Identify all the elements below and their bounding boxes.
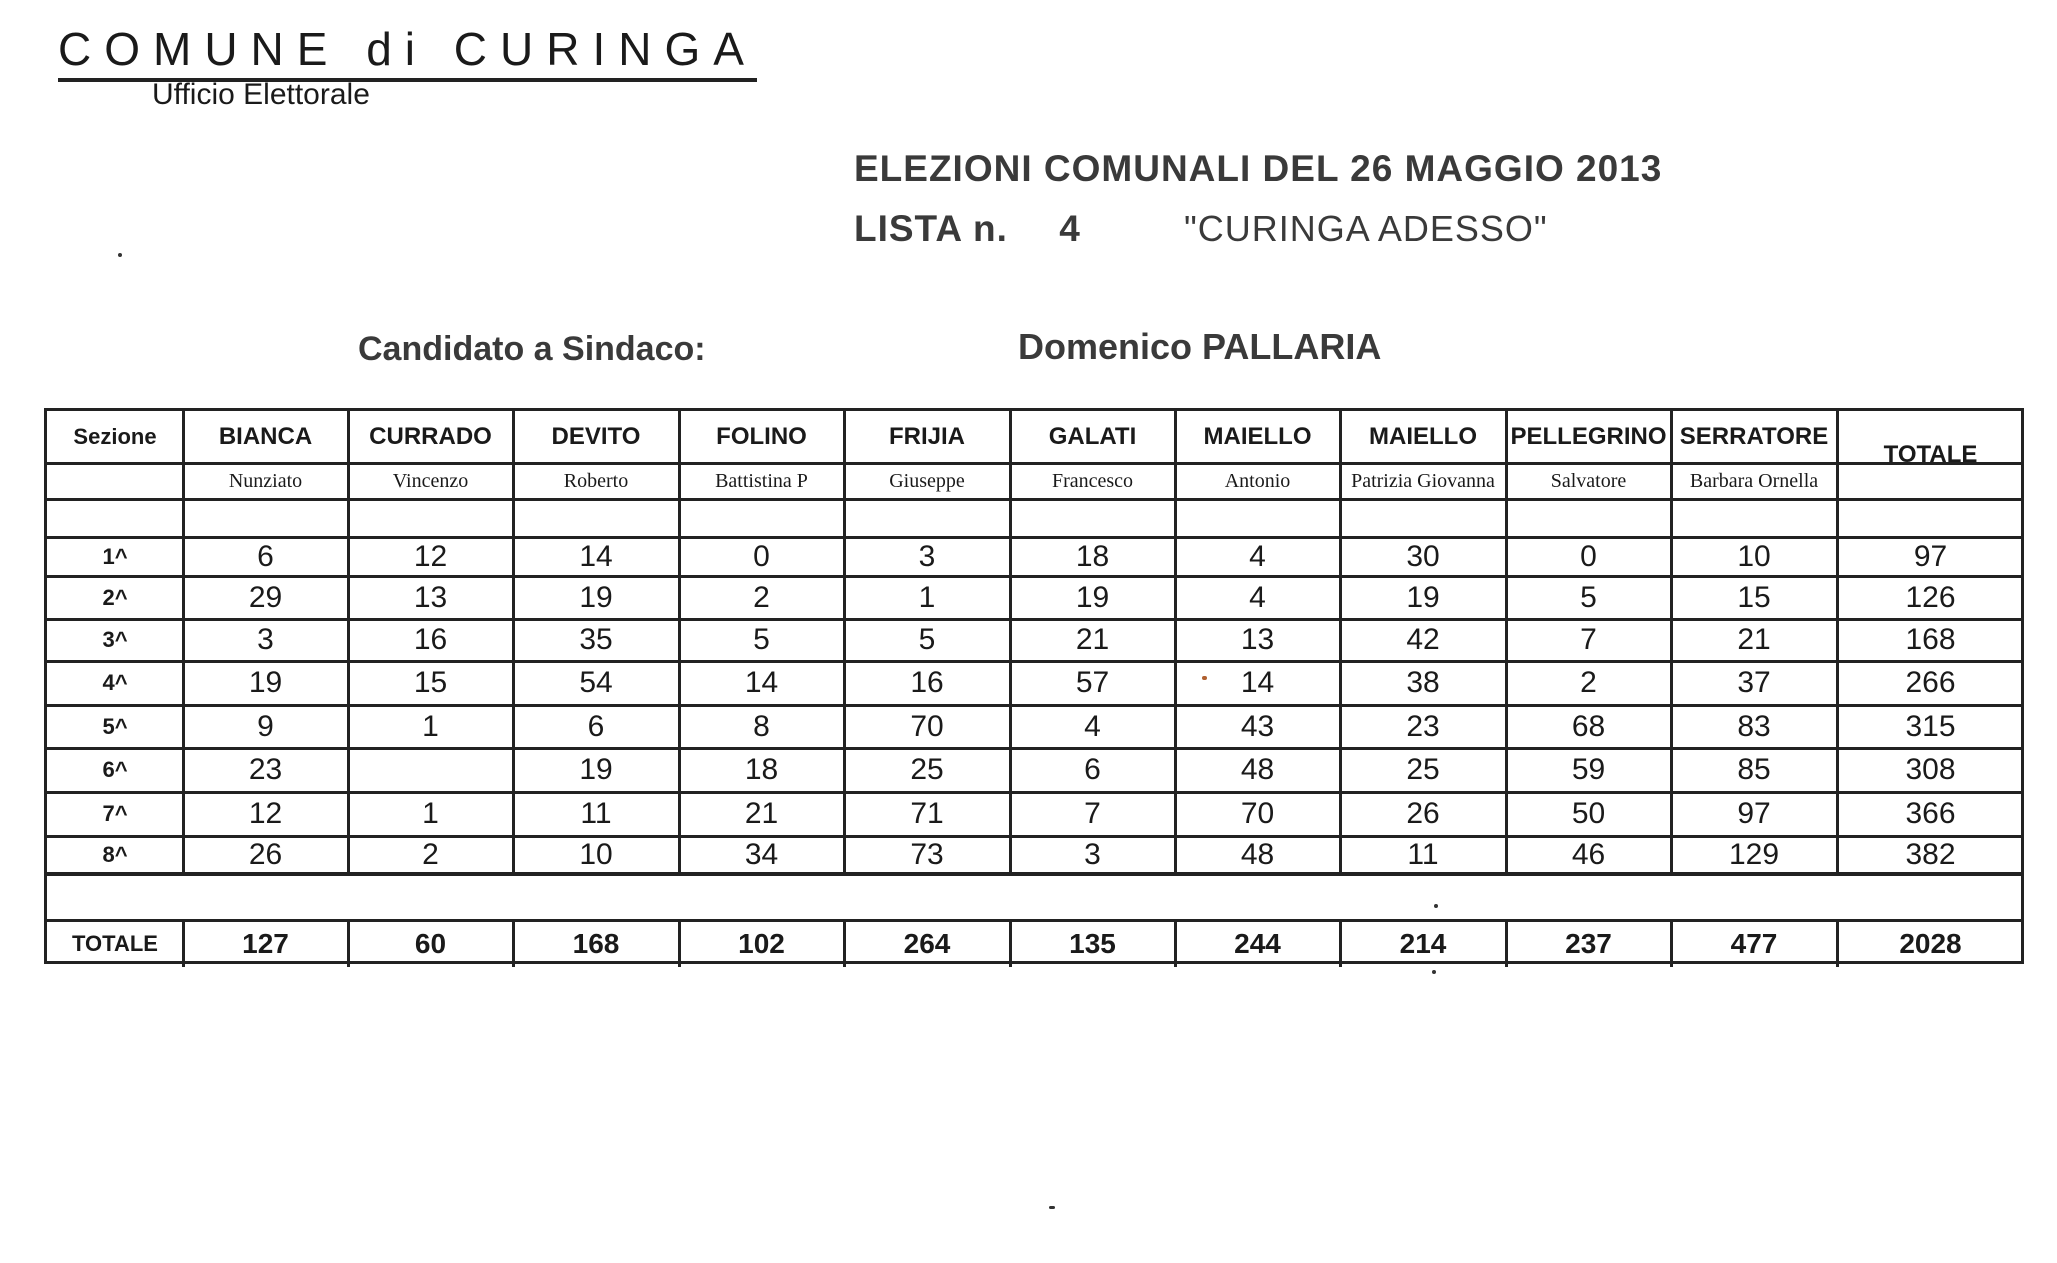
vote-cell: 70: [910, 709, 944, 743]
scan-speck: [118, 253, 122, 257]
vote-cell: 19: [579, 580, 613, 614]
vote-cell: 25: [910, 753, 944, 786]
vote-cell: 0: [1580, 539, 1597, 573]
candidato-label: Candidato a Sindaco:: [358, 330, 706, 368]
ufficio-subtitle: Ufficio Elettorale: [152, 78, 370, 111]
vote-cell: 129: [1728, 837, 1780, 871]
candidate-total: 135: [1069, 928, 1116, 959]
vote-cell: 48: [1240, 753, 1275, 786]
column-divider: [1339, 411, 1342, 873]
column-divider: [1174, 411, 1177, 873]
vote-cell: 14: [744, 666, 779, 699]
vote-cell: 3: [257, 623, 274, 656]
candidate-firstname: Salvatore: [1550, 469, 1627, 492]
vote-cell: 18: [1075, 539, 1110, 573]
vote-cell: 26: [248, 837, 283, 871]
vote-cell: 7: [1580, 623, 1597, 656]
vote-cell: 2: [1580, 666, 1597, 699]
sezione-header: Sezione: [73, 424, 157, 449]
vote-cell: 5: [753, 623, 770, 656]
row-total: 315: [1905, 709, 1956, 743]
candidate-surname: BIANCA: [218, 423, 313, 450]
election-title: ELEZIONI COMUNALI DEL 26 MAGGIO 2013: [854, 148, 1663, 189]
candidate-total: 477: [1730, 928, 1778, 959]
sezione-number: 3^: [102, 627, 128, 652]
vote-cell: 5: [918, 623, 936, 656]
vote-cell: 6: [257, 539, 274, 573]
candidate-total: 127: [242, 928, 289, 959]
vote-cell: 16: [413, 623, 448, 656]
vote-cell: 68: [1571, 709, 1606, 743]
row-divider: [47, 872, 2021, 876]
vote-cell: 30: [1406, 539, 1440, 573]
vote-cell: 29: [248, 580, 283, 614]
column-divider: [1505, 411, 1508, 873]
vote-cell: 13: [1240, 623, 1275, 656]
column-divider: [678, 411, 681, 873]
vote-cell: 2: [422, 837, 439, 871]
column-divider: [512, 411, 515, 873]
vote-cell: 18: [744, 753, 779, 786]
totale-column-header: TOTALE: [1883, 441, 1978, 468]
vote-cell: 13: [413, 580, 448, 614]
row-total: 382: [1905, 837, 1956, 871]
vote-cell: 57: [1075, 666, 1110, 699]
vote-cell: 4: [1084, 709, 1101, 743]
sezione-number: 1^: [102, 543, 128, 569]
vote-cell: 23: [248, 753, 283, 786]
vote-cell: 15: [1737, 580, 1771, 614]
row-total: 308: [1905, 753, 1956, 786]
vote-cell: 43: [1240, 709, 1275, 743]
column-divider: [843, 411, 846, 873]
candidate-firstname: Vincenzo: [392, 469, 469, 492]
vote-cell: 10: [1737, 539, 1771, 573]
vote-cell: 12: [248, 797, 283, 830]
candidate-total: 168: [572, 928, 620, 959]
vote-cell: 46: [1571, 837, 1606, 871]
vote-cell: 8: [753, 709, 770, 743]
candidate-surname: FRIJIA: [888, 423, 965, 450]
totale-row-label: TOTALE: [72, 931, 158, 956]
column-divider: [1670, 411, 1673, 873]
row-divider: [47, 919, 2021, 922]
vote-cell: 5: [1580, 580, 1597, 614]
lista-number: 4: [1059, 208, 1081, 249]
vote-cell: 2: [753, 580, 770, 614]
vote-cell: 0: [753, 539, 770, 573]
vote-cell: 19: [1406, 580, 1440, 614]
column-divider: [1836, 921, 1839, 967]
vote-cell: [351, 750, 510, 790]
vote-cell: 6: [1084, 753, 1101, 786]
vote-cell: 16: [910, 666, 944, 699]
column-divider: [1339, 921, 1342, 967]
sezione-number: 7^: [102, 801, 128, 826]
vote-cell: 21: [1075, 623, 1110, 656]
candidate-total: 214: [1399, 928, 1447, 959]
sezione-number: 5^: [102, 713, 128, 739]
candidate-firstname: Battistina P: [715, 469, 808, 492]
vote-cell: 14: [1240, 666, 1275, 699]
candidate-firstname: Giuseppe: [889, 469, 965, 492]
row-total: 168: [1905, 623, 1956, 656]
vote-cell: 19: [1075, 580, 1110, 614]
candidate-firstname: Barbara Ornella: [1689, 469, 1819, 492]
vote-cell: 9: [257, 709, 274, 743]
vote-cell: 50: [1571, 797, 1606, 830]
candidate-surname: CURRADO: [369, 423, 492, 450]
vote-cell: 54: [579, 666, 613, 699]
candidate-surname: PELLEGRINO: [1510, 423, 1667, 450]
candidate-firstname: Francesco: [1051, 469, 1134, 492]
vote-cell: 97: [1737, 797, 1771, 830]
vote-cell: 37: [1737, 666, 1771, 699]
vote-cell: 6: [587, 709, 605, 743]
vote-cell: 38: [1406, 666, 1440, 699]
lista-name: "CURINGA ADESSO": [1184, 208, 1548, 249]
row-divider: [47, 498, 2021, 501]
candidate-firstname: Roberto: [563, 469, 629, 492]
sezione-number: 4^: [102, 670, 128, 695]
vote-cell: 70: [1240, 797, 1275, 830]
comune-title: COMUNE di CURINGA: [58, 22, 757, 82]
column-divider: [1174, 921, 1177, 967]
lista-line: [854, 208, 1548, 250]
vote-cell: 4: [1249, 580, 1266, 614]
vote-cell: 7: [1084, 797, 1101, 830]
row-total: 366: [1905, 797, 1956, 830]
candidate-surname: FOLINO: [716, 423, 807, 450]
column-divider: [347, 921, 350, 967]
results-table: [44, 408, 2024, 964]
column-divider: [182, 411, 185, 873]
candidate-firstname: Antonio: [1224, 469, 1291, 492]
scan-speck: [1432, 970, 1436, 974]
candidate-surname: SERRATORE: [1679, 423, 1829, 450]
column-divider: [678, 921, 681, 967]
vote-cell: 21: [744, 797, 779, 830]
column-divider: [1009, 411, 1012, 873]
vote-cell: 11: [580, 797, 612, 830]
vote-cell: 73: [910, 837, 944, 871]
candidate-surname: DEVITO: [551, 423, 641, 450]
candidate-total: 244: [1234, 928, 1281, 959]
vote-cell: 21: [1737, 623, 1771, 656]
vote-cell: 34: [744, 837, 779, 871]
candidate-total: 60: [414, 928, 447, 959]
vote-cell: 59: [1571, 753, 1606, 786]
column-divider: [1670, 921, 1673, 967]
vote-cell: 42: [1406, 623, 1440, 656]
vote-cell: 85: [1737, 753, 1771, 786]
column-divider: [512, 921, 515, 967]
vote-cell: 26: [1406, 797, 1440, 830]
candidate-total: 102: [738, 928, 785, 959]
vote-cell: 10: [579, 837, 613, 871]
vote-cell: 25: [1406, 753, 1440, 786]
vote-cell: 1: [918, 580, 936, 614]
row-total: 126: [1905, 580, 1956, 614]
candidate-surname: GALATI: [1048, 423, 1137, 450]
sindaco-name: Domenico PALLARIA: [1018, 326, 1382, 367]
column-divider: [843, 921, 846, 967]
vote-cell: 83: [1737, 709, 1771, 743]
candidate-total: 264: [903, 928, 951, 959]
sezione-number: 8^: [102, 841, 128, 867]
row-total: 97: [1913, 539, 1948, 573]
vote-cell: 1: [422, 709, 439, 743]
vote-cell: 19: [248, 666, 283, 699]
vote-cell: 23: [1406, 709, 1440, 743]
vote-cell: 35: [579, 623, 613, 656]
scan-speck: [1049, 1206, 1055, 1209]
vote-cell: 12: [413, 539, 448, 573]
sezione-number: 2^: [102, 584, 128, 610]
candidate-firstname: Nunziato: [228, 469, 303, 492]
vote-cell: 1: [422, 797, 439, 830]
candidate-surname: MAIELLO: [1203, 423, 1312, 450]
vote-cell: 11: [1407, 837, 1439, 871]
vote-cell: 3: [918, 539, 936, 573]
sezione-number: 6^: [102, 757, 128, 782]
lista-label: LISTA n.: [854, 208, 1008, 249]
vote-cell: 15: [413, 666, 448, 699]
grand-total: 2028: [1899, 928, 1962, 959]
candidate-total: 237: [1565, 928, 1612, 959]
vote-cell: 14: [579, 539, 613, 573]
vote-cell: 71: [910, 797, 944, 830]
candidate-surname: MAIELLO: [1369, 423, 1477, 450]
row-total: 266: [1905, 666, 1956, 699]
column-divider: [1009, 921, 1012, 967]
column-divider: [1505, 921, 1508, 967]
vote-cell: 3: [1084, 837, 1101, 871]
column-divider: [182, 921, 185, 967]
column-divider: [1836, 411, 1839, 873]
vote-cell: 4: [1249, 539, 1266, 573]
vote-cell: 19: [579, 753, 613, 786]
candidate-firstname: Patrizia Giovanna: [1351, 469, 1495, 492]
column-divider: [347, 411, 350, 873]
vote-cell: 48: [1240, 837, 1275, 871]
